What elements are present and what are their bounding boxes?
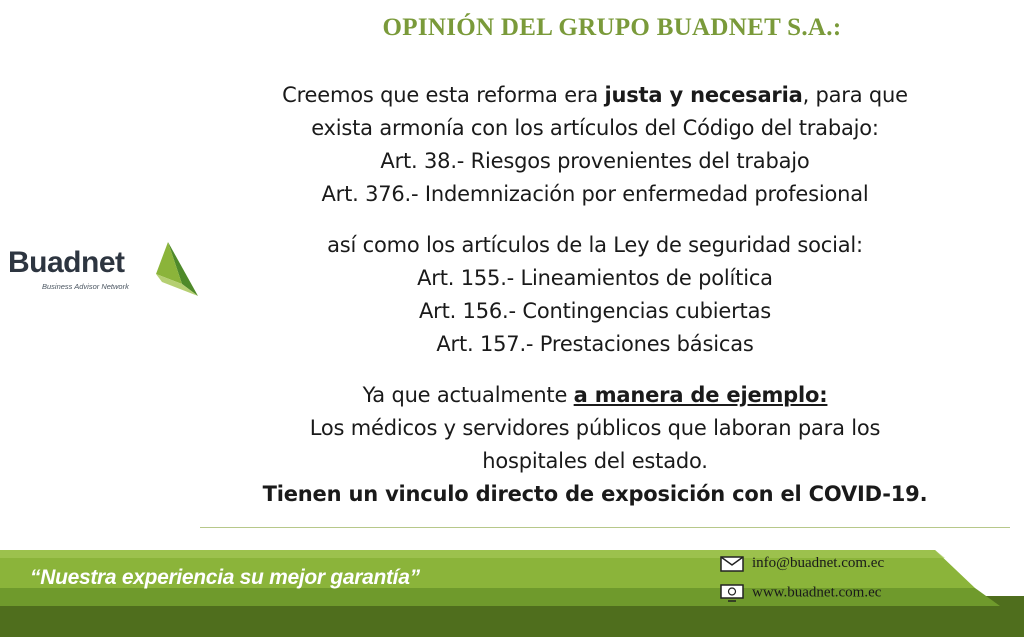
- article-line: Art. 155.- Lineamientos de política: [417, 266, 773, 290]
- opinion-body: [200, 79, 990, 511]
- paragraph-codigo-trabajo: [200, 79, 990, 211]
- page-title: OPINIÓN DEL GRUPO BUADNET S.A.:: [382, 14, 842, 41]
- logo-wordmark: Buadnet: [8, 246, 125, 279]
- text-line: Los médicos y servidores públicos que laboran para los: [309, 416, 881, 440]
- monitor-icon: [720, 584, 744, 602]
- divider-line: [200, 527, 1010, 528]
- article-line: Art. 38.- Riesgos provenientes del trabajo: [380, 149, 810, 173]
- text-segment: Ya que actualmente: [362, 383, 574, 407]
- text-line: [200, 79, 990, 112]
- logo-tagline: Business Advisor Network: [42, 282, 129, 291]
- underlined-emphasis: a manera de ejemplo:: [573, 383, 828, 407]
- contact-website[interactable]: [720, 584, 881, 602]
- text-segment: Creemos que esta reforma era: [282, 83, 605, 107]
- footer-slogan: “Nuestra experiencia su mejor garantía”: [30, 566, 420, 589]
- emphasis-text: justa y necesaria: [604, 83, 803, 107]
- text-line: hospitales del estado.: [482, 449, 708, 473]
- envelope-icon: [720, 556, 744, 572]
- text-segment: , para que: [802, 83, 908, 107]
- contact-email[interactable]: [720, 555, 884, 572]
- text-line: así como los artículos de la Ley de seguridad social:: [327, 233, 863, 257]
- article-line: Art. 156.- Contingencias cubiertas: [418, 299, 772, 323]
- text-line: exista armonía con los artículos del Código del trabajo:: [311, 116, 879, 140]
- logo-arrow-icon: [154, 240, 198, 298]
- text-line: [200, 379, 990, 412]
- article-line: Art. 157.- Prestaciones básicas: [436, 332, 754, 356]
- article-line: Art. 376.- Indemnización por enfermedad profesional: [321, 182, 869, 206]
- paragraph-seguridad-social: [200, 229, 990, 361]
- website-text[interactable]: www.buadnet.com.ec: [752, 584, 882, 601]
- buadnet-logo: [8, 240, 198, 298]
- paragraph-ejemplo: [200, 379, 990, 511]
- conclusion-line: Tienen un vinculo directo de exposición con el COVID-19.: [262, 482, 928, 506]
- email-text[interactable]: info@buadnet.com.ec: [752, 555, 885, 572]
